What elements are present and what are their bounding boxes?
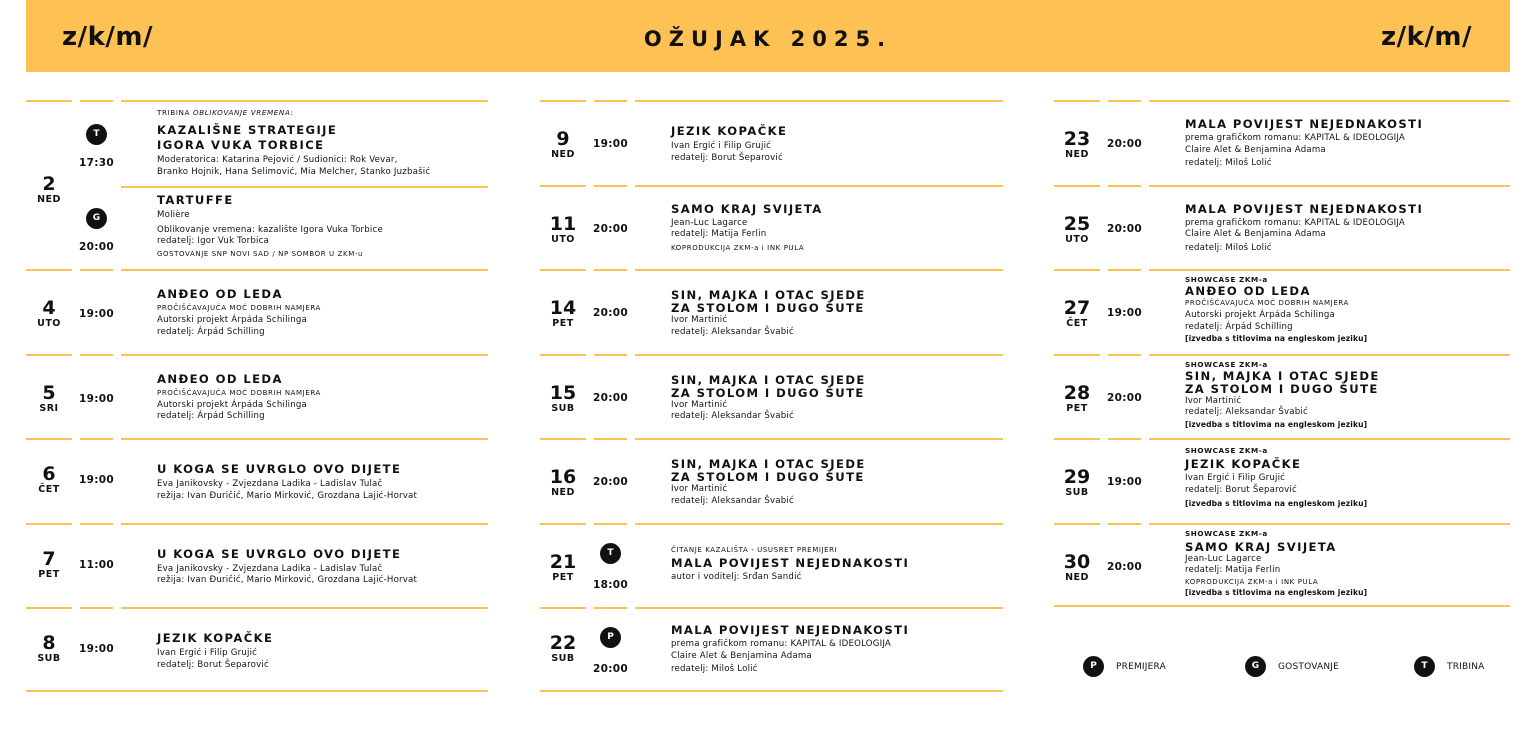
event-title: SAMO KRAJ SVIJETA [1185, 539, 1337, 554]
weekday: ČET [1066, 318, 1088, 329]
date-label [1054, 552, 1100, 584]
event-title: JEZIK KOPAČKE [157, 631, 274, 645]
date-number: 30 [1063, 550, 1091, 573]
event-time: 20:00 [593, 222, 628, 235]
event-title: JEZIK KOPAČKE [1185, 457, 1302, 471]
premijera-badge-icon: P [1083, 656, 1104, 677]
date-number: 6 [42, 463, 56, 485]
event-director: režija: Ivan Đuričić, Mario Mirković, Grozdana Lajić-Horvat [157, 490, 418, 501]
event-title-2: ZA STOLOM I DUGO ŠUTE [671, 470, 865, 484]
showcase-label: SHOWCASE ZKM-a [1185, 359, 1268, 369]
date-number: 27 [1063, 297, 1091, 319]
event-title-2: ZA STOLOM I DUGO ŠUTE [1185, 381, 1379, 396]
date-number: 15 [549, 381, 577, 404]
schedule-day-27 [1054, 269, 1510, 354]
subtitles-note: [izvedba s titlovima na engleskom jeziku] [1185, 587, 1368, 597]
event-time: 20:00 [1107, 391, 1142, 404]
event-mala-povijest[interactable] [1185, 203, 1505, 255]
weekday: NED [551, 149, 575, 160]
date-label [1054, 129, 1100, 161]
date-label [26, 298, 72, 330]
schedule-day-30 [1054, 523, 1510, 608]
event-authors: Claire Alet & Benjamina Adama [1185, 229, 1326, 239]
event-time: 20:00 [1107, 560, 1142, 573]
event-title: SIN, MAJKA I OTAC SJEDE [671, 372, 866, 387]
date-number: 14 [549, 297, 577, 319]
weekday: NED [551, 487, 575, 498]
event-kicker: TRIBINA OBLIKOVANJE VREMENA: [157, 108, 294, 117]
date-label [1054, 298, 1100, 330]
event-sin-majka-i-otac[interactable] [671, 374, 1001, 423]
gostovanje-badge-icon: G [1245, 656, 1266, 677]
event-director: redatelj: Árpád Schilling [157, 326, 265, 337]
event-director: redatelj: Borut Šeparović [671, 152, 783, 163]
event-author: Ivor Martinić [671, 484, 728, 494]
event-u-koga-se-uvrglo[interactable] [157, 463, 487, 502]
event-time: 19:00 [79, 392, 114, 405]
schedule-day-21 [540, 523, 1003, 608]
schedule-day-9 [540, 100, 1003, 185]
event-title: U KOGA SE UVRGLO OVO DIJETE [157, 462, 402, 476]
event-title: KAZALIŠNE STRATEGIJE [157, 123, 338, 137]
date-label [26, 174, 72, 206]
event-title: MALA POVIJEST NEJEDNAKOSTI [671, 623, 910, 637]
event-title-2: IGORA VUKA TORBICE [157, 138, 325, 152]
weekday: SUB [551, 402, 575, 414]
premijera-badge-icon: P [600, 627, 621, 648]
tribina-badge-icon: T [600, 543, 621, 564]
event-director: redatelj: Aleksandar Švabić [671, 326, 794, 337]
event-director: redatelj: Matija Ferlin [671, 229, 767, 239]
event-jezik-kopacke[interactable] [157, 632, 487, 671]
event-mala-povijest[interactable] [1185, 118, 1505, 170]
event-time: 17:30 [79, 157, 114, 169]
subtitles-note: [izvedba s titlovima na engleskom jeziku] [1185, 499, 1368, 508]
event-credits: Oblikovanje vremena: kazalište Igora Vuka Torbice [157, 224, 383, 235]
event-tribina[interactable] [157, 108, 487, 178]
legend-label: TRIBINA [1447, 661, 1485, 672]
event-source: prema grafičkom romanu: KAPITAL & IDEOLOGIJA [1185, 133, 1405, 143]
header-bar [26, 0, 1510, 72]
date-number: 8 [42, 632, 56, 654]
event-author: Molière [157, 210, 190, 220]
event-time: 19:00 [79, 643, 114, 655]
event-jezik-kopacke[interactable] [671, 125, 1001, 164]
event-authors: Ivan Ergić i Filip Grujić [1185, 473, 1286, 483]
weekday: SUB [37, 653, 61, 664]
weekday: SRI [39, 402, 59, 414]
event-authors: Ivan Ergić i Filip Grujić [671, 141, 772, 151]
event-samo-kraj-svijeta[interactable] [1185, 529, 1505, 598]
date-number: 29 [1063, 466, 1091, 488]
event-authors: Claire Alet & Benjamina Adama [671, 650, 812, 661]
event-title: MALA POVIJEST NEJEDNAKOSTI [1185, 201, 1424, 216]
event-authors: Eva Janikovsky - Zvjezdana Ladika - Ladislav Tulač [157, 479, 383, 489]
event-sin-majka-i-otac[interactable] [671, 289, 1001, 338]
date-label [540, 552, 586, 584]
event-title: MALA POVIJEST NEJEDNAKOSTI [671, 555, 910, 570]
date-label [1054, 467, 1100, 499]
weekday: PET [552, 318, 574, 329]
date-number: 4 [42, 297, 56, 319]
legend-premijera [1083, 656, 1166, 677]
event-title: SAMO KRAJ SVIJETA [671, 201, 823, 216]
event-coproduction: KOPRODUKCIJA ZKM-a i INK PULA [1185, 577, 1319, 586]
event-title: ANĐEO OD LEDA [157, 287, 283, 301]
event-time: 19:00 [593, 138, 628, 150]
date-label [540, 214, 586, 246]
weekday: PET [38, 568, 60, 580]
event-jezik-kopacke[interactable] [1185, 446, 1505, 509]
event-authors: Eva Janikovsky - Zvjezdana Ladika - Ladislav Tulač [157, 563, 383, 574]
event-time: 19:00 [1107, 476, 1142, 488]
event-director: redatelj: Miloš Lolić [671, 664, 758, 674]
event-time: 20:00 [1107, 138, 1142, 150]
date-number: 16 [549, 466, 577, 488]
date-number: 2 [42, 173, 56, 195]
showcase-label: SHOWCASE ZKM-a [1185, 528, 1268, 538]
event-title: ANĐEO OD LEDA [157, 371, 283, 386]
event-time: 19:00 [1107, 307, 1142, 319]
date-label [540, 633, 586, 665]
event-title: SIN, MAJKA I OTAC SJEDE [671, 288, 866, 302]
event-time: 20:00 [593, 391, 628, 404]
event-time: 20:00 [593, 663, 628, 675]
date-number: 22 [549, 632, 577, 654]
event-director: režija: Ivan Đuričić, Mario Mirković, Grozdana Lajić-Horvat [157, 575, 418, 585]
date-number: 25 [1063, 212, 1091, 235]
event-title: MALA POVIJEST NEJEDNAKOSTI [1185, 117, 1424, 131]
event-director: redatelj: Igor Vuk Torbica [157, 236, 269, 246]
date-label [540, 298, 586, 330]
date-number: 7 [42, 547, 56, 570]
event-u-koga-se-uvrglo[interactable] [157, 548, 487, 587]
event-credits-2: Branko Hojnik, Hana Selimović, Mia Melcher, Stanko Juzbašić [157, 166, 431, 177]
event-author: Ivor Martinić [671, 399, 728, 410]
inner-divider [121, 186, 488, 188]
schedule-day-8 [26, 607, 488, 692]
showcase-label: SHOWCASE ZKM-a [1185, 275, 1268, 284]
event-time: 20:00 [1107, 222, 1142, 235]
event-andeo-od-leda[interactable] [157, 373, 487, 423]
event-note: GOSTOVANJE SNP NOVI SAD / NP SOMBOR U ZKM-u [157, 249, 363, 258]
schedule-day-23 [1054, 100, 1510, 185]
event-samo-kraj-svijeta[interactable] [671, 203, 1001, 253]
page-title: OŽUJAK 2025. [643, 27, 893, 51]
date-number: 21 [549, 550, 577, 573]
showcase-label: SHOWCASE ZKM-a [1185, 446, 1268, 455]
event-authors: Ivan Ergić i Filip Grujić [157, 648, 258, 658]
event-time: 18:00 [593, 578, 628, 591]
event-credits: Moderatorica: Katarina Pejović / Sudionici: Rok Vevar, [157, 155, 398, 165]
date-number: 23 [1063, 128, 1091, 150]
schedule-day-11 [540, 185, 1003, 270]
event-kicker: ČITANJE KAZALIŠTA - USUSRET PREMIJERI [671, 545, 838, 554]
schedule-day-7 [26, 523, 488, 608]
event-time: 20:00 [79, 241, 114, 253]
event-director: redatelj: Borut Šeparović [1185, 484, 1297, 495]
schedule-day-2 [26, 100, 488, 269]
date-label [540, 383, 586, 415]
event-author: Ivor Martinić [671, 315, 728, 325]
date-label [1054, 383, 1100, 415]
zkm-logo-right[interactable]: z/k/m/ [1380, 22, 1472, 52]
event-time: 19:00 [79, 474, 114, 486]
date-label [26, 383, 72, 415]
event-credits: Autorski projekt Árpáda Schilinga [1185, 310, 1336, 320]
weekday: NED [1065, 571, 1089, 583]
event-andeo-od-leda[interactable] [157, 288, 487, 338]
schedule-column-2 [540, 100, 1003, 692]
weekday: PET [1066, 402, 1088, 414]
date-label [26, 633, 72, 665]
event-time: 20:00 [593, 476, 628, 488]
event-time: 11:00 [79, 558, 114, 571]
weekday: ČET [38, 484, 60, 495]
event-subtitle: PROČIŠĆAVAJUĆA MOĆ DOBRIH NAMJERA [157, 388, 321, 397]
event-time: 19:00 [79, 308, 114, 320]
event-author: Ivor Martinić [1185, 395, 1242, 406]
weekday: UTO [1065, 233, 1089, 245]
schedule-day-6 [26, 438, 488, 523]
event-author: Jean-Luc Lagarce [1185, 553, 1262, 564]
event-author: Jean-Luc Lagarce [671, 217, 748, 228]
event-mala-povijest-citanje[interactable] [671, 545, 1001, 584]
gostovanje-badge-icon: G [86, 208, 107, 229]
schedule-day-15 [540, 354, 1003, 439]
event-director: redatelj: Aleksandar Švabić [1185, 407, 1308, 417]
event-director: redatelj: Miloš Lolić [1185, 158, 1272, 168]
event-title: TARTUFFE [157, 193, 234, 207]
event-andeo-od-leda[interactable] [1185, 275, 1505, 344]
weekday: UTO [551, 233, 575, 245]
event-director: redatelj: Aleksandar Švabić [671, 411, 794, 421]
schedule-column-3 [1054, 100, 1510, 607]
weekday: SUB [551, 653, 575, 664]
event-director: redatelj: Árpád Schilling [157, 411, 265, 421]
event-credits: Autorski projekt Árpáda Schilinga [157, 399, 308, 410]
schedule-day-14 [540, 269, 1003, 354]
event-title-2: ZA STOLOM I DUGO ŠUTE [671, 301, 865, 315]
event-subtitle: PROČIŠĆAVAJUĆA MOĆ DOBRIH NAMJERA [157, 304, 321, 312]
event-title: ANĐEO OD LEDA [1185, 284, 1311, 298]
tribina-badge-icon: T [1414, 656, 1435, 677]
date-label [540, 467, 586, 499]
event-authors: Claire Alet & Benjamina Adama [1185, 144, 1326, 155]
event-director: redatelj: Miloš Lolić [1185, 242, 1272, 253]
event-subtitle: PROČIŠĆAVAJUĆA MOĆ DOBRIH NAMJERA [1185, 299, 1349, 307]
subtitles-note: [izvedba s titlovima na engleskom jeziku] [1185, 334, 1368, 343]
weekday: SUB [1065, 487, 1089, 498]
event-tartuffe[interactable] [157, 194, 487, 259]
event-title-2: ZA STOLOM I DUGO ŠUTE [671, 385, 865, 400]
schedule-day-25 [1054, 185, 1510, 270]
event-coproduction: KOPRODUKCIJA ZKM-a i INK PULA [671, 243, 805, 252]
event-source: prema grafičkom romanu: KAPITAL & IDEOLOGIJA [671, 639, 891, 649]
subtitles-note: [izvedba s titlovima na engleskom jeziku] [1185, 419, 1368, 429]
weekday: NED [1065, 149, 1089, 160]
schedule-day-29 [1054, 438, 1510, 523]
zkm-logo-left[interactable]: z/k/m/ [62, 22, 154, 52]
event-source: prema grafičkom romanu: KAPITAL & IDEOLOGIJA [1185, 217, 1405, 228]
event-title: SIN, MAJKA I OTAC SJEDE [1185, 368, 1380, 383]
legend-tribina [1414, 656, 1485, 677]
date-number: 28 [1063, 381, 1091, 404]
event-title: U KOGA SE UVRGLO OVO DIJETE [157, 546, 402, 561]
schedule-column-1 [26, 100, 488, 692]
event-time: 20:00 [593, 307, 628, 319]
event-mala-povijest[interactable] [671, 624, 1001, 676]
event-director: redatelj: Matija Ferlin [1185, 565, 1281, 575]
legend-label: PREMIJERA [1116, 661, 1166, 672]
event-title: SIN, MAJKA I OTAC SJEDE [671, 457, 866, 471]
event-director: redatelj: Aleksandar Švabić [671, 495, 794, 506]
date-number: 9 [556, 128, 570, 150]
tribina-badge-icon: T [86, 124, 107, 145]
legend-gostovanje [1245, 656, 1339, 677]
schedule-day-5 [26, 354, 488, 439]
weekday: PET [552, 571, 574, 583]
event-director: redatelj: Árpád Schilling [1185, 321, 1293, 332]
event-credits: Autorski projekt Árpáda Schilinga [157, 315, 308, 325]
date-number: 5 [42, 381, 56, 404]
date-label [26, 549, 72, 581]
event-credits: autor i voditelj: Srđan Sandić [671, 571, 802, 582]
date-label [540, 129, 586, 161]
legend-label: GOSTOVANJE [1278, 661, 1340, 672]
event-title: JEZIK KOPAČKE [671, 124, 788, 138]
event-sin-majka-i-otac[interactable] [671, 458, 1001, 507]
schedule-day-16 [540, 438, 1003, 523]
weekday: UTO [37, 318, 61, 329]
date-label [1054, 214, 1100, 246]
event-sin-majka-i-otac[interactable] [1185, 360, 1505, 430]
date-number: 11 [549, 212, 577, 235]
schedule-day-22 [540, 607, 1003, 692]
schedule-day-4 [26, 269, 488, 354]
event-director: redatelj: Borut Šeparović [157, 659, 269, 670]
weekday: NED [37, 194, 61, 205]
date-label [26, 464, 72, 496]
schedule-day-28 [1054, 354, 1510, 439]
